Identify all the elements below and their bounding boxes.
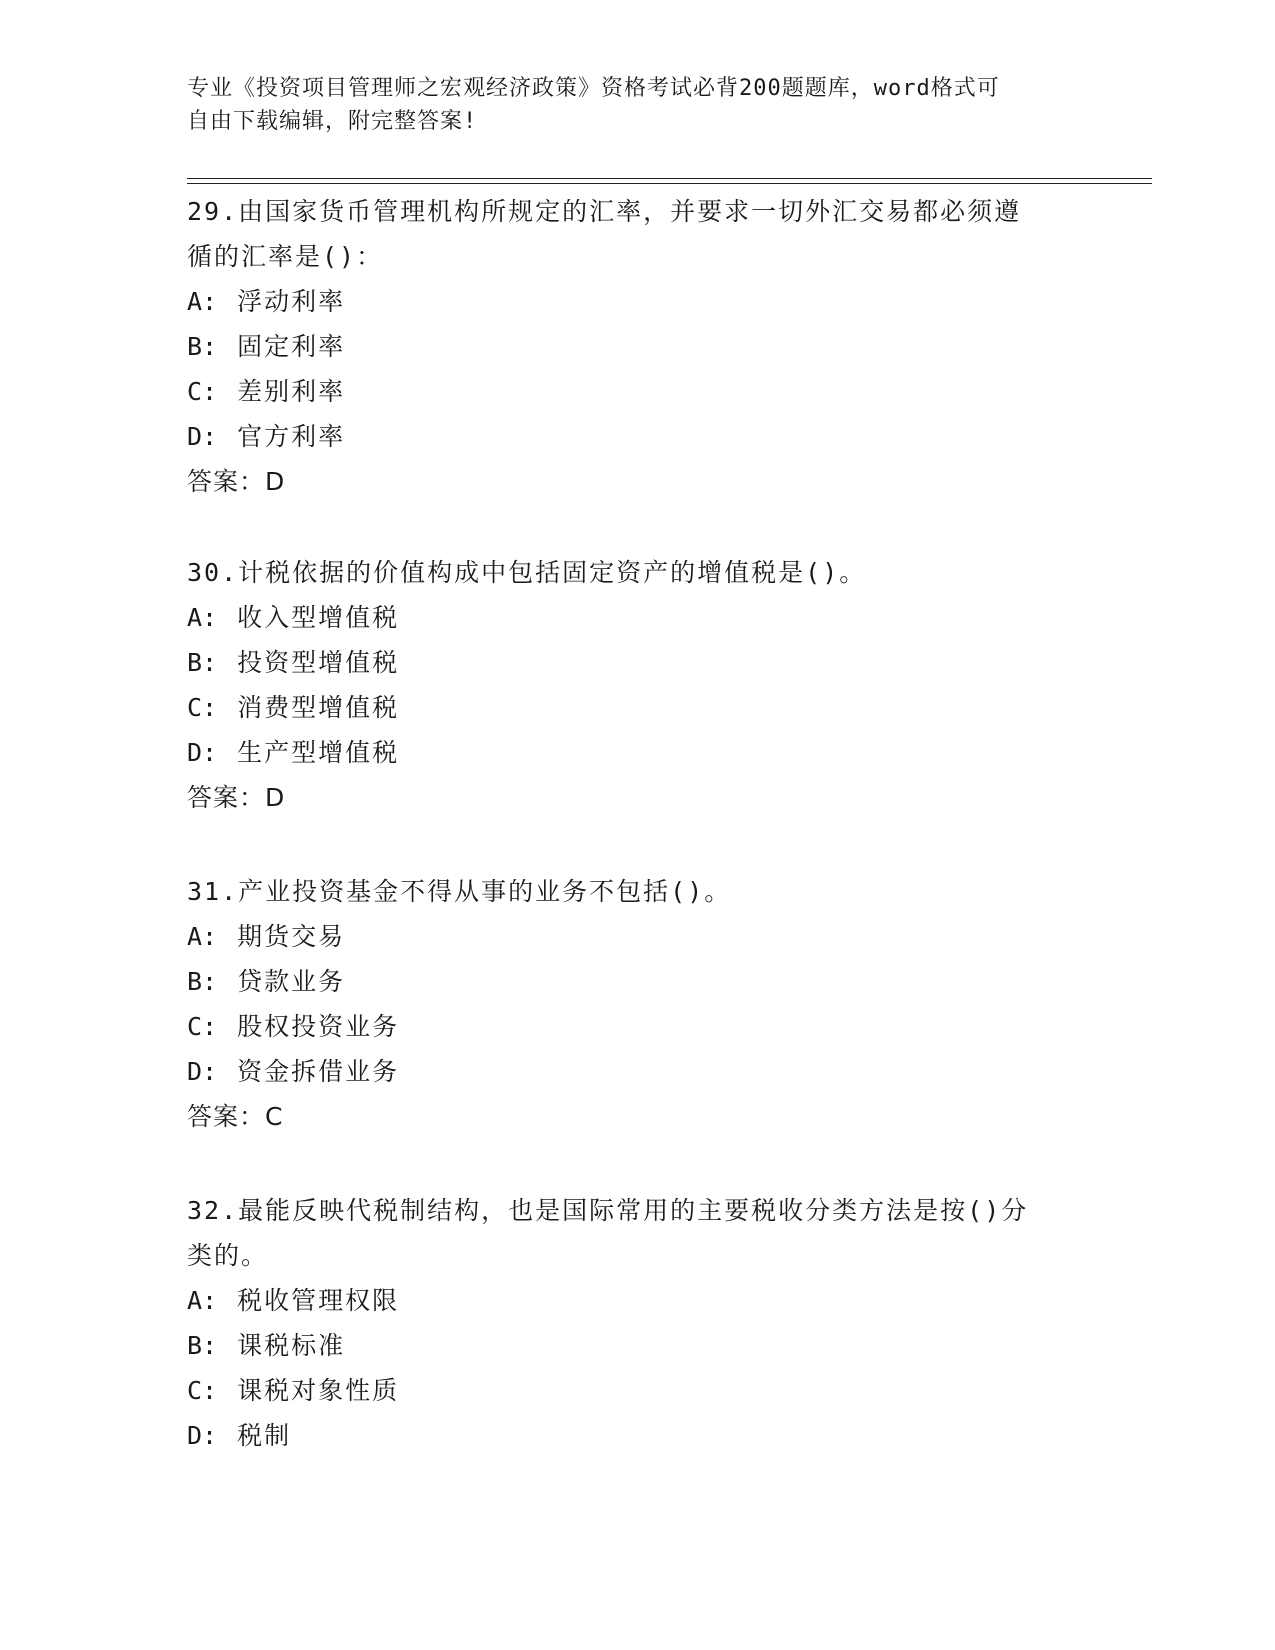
option-text: 贷款业务 xyxy=(237,967,346,996)
header-divider-top xyxy=(187,178,1152,179)
question-stem: 30.计税依据的价值构成中包括固定资产的增值税是()。 xyxy=(187,558,867,587)
option-text: 浮动利率 xyxy=(237,287,346,316)
question-32 xyxy=(187,1188,1087,1458)
question-stem: 32.最能反映代税制结构，也是国际常用的主要税收分类方法是按()分 xyxy=(187,1196,1029,1225)
option-text: 课税对象性质 xyxy=(237,1376,400,1405)
option-d xyxy=(187,1413,1087,1458)
option-text: 差别利率 xyxy=(237,377,346,406)
option-d xyxy=(187,414,1087,459)
option-letter: A: xyxy=(187,603,218,632)
option-letter: D: xyxy=(187,422,218,451)
answer-line: 答案：D xyxy=(187,467,286,496)
option-c xyxy=(187,1004,1087,1049)
option-letter: C: xyxy=(187,377,218,406)
document-header xyxy=(187,72,1067,138)
option-letter: C: xyxy=(187,1376,218,1405)
option-text: 税收管理权限 xyxy=(237,1286,400,1315)
option-text: 投资型增值税 xyxy=(237,648,400,677)
option-text: 课税标准 xyxy=(237,1331,346,1360)
option-c xyxy=(187,369,1087,414)
header-line-2: 自由下载编辑，附完整答案! xyxy=(187,109,478,134)
option-letter: A: xyxy=(187,1286,218,1315)
option-text: 税制 xyxy=(237,1421,292,1450)
option-a xyxy=(187,914,1087,959)
option-text: 资金拆借业务 xyxy=(237,1057,400,1086)
question-stem-continued: 类的。 xyxy=(187,1241,269,1270)
question-stem: 29.由国家货币管理机构所规定的汇率，并要求一切外汇交易都必须遵 xyxy=(187,197,1022,226)
option-letter: B: xyxy=(187,648,218,677)
option-c xyxy=(187,685,1087,730)
option-a xyxy=(187,279,1087,324)
option-d xyxy=(187,730,1087,775)
option-text: 期货交易 xyxy=(237,922,346,951)
option-b xyxy=(187,640,1087,685)
option-text: 股权投资业务 xyxy=(237,1012,400,1041)
question-31 xyxy=(187,869,1087,1139)
option-text: 消费型增值税 xyxy=(237,693,400,722)
option-letter: D: xyxy=(187,1421,218,1450)
option-letter: D: xyxy=(187,738,218,767)
option-text: 收入型增值税 xyxy=(237,603,400,632)
option-letter: B: xyxy=(187,967,218,996)
option-a xyxy=(187,595,1087,640)
option-letter: D: xyxy=(187,1057,218,1086)
question-29 xyxy=(187,189,1087,504)
option-letter: A: xyxy=(187,922,218,951)
answer-line: 答案：C xyxy=(187,1102,284,1131)
option-letter: C: xyxy=(187,1012,218,1041)
question-stem: 31.产业投资基金不得从事的业务不包括()。 xyxy=(187,877,732,906)
option-letter: B: xyxy=(187,332,218,361)
option-d xyxy=(187,1049,1087,1094)
option-letter: C: xyxy=(187,693,218,722)
option-text: 官方利率 xyxy=(237,422,346,451)
option-a xyxy=(187,1278,1087,1323)
answer-line: 答案：D xyxy=(187,783,286,812)
option-b xyxy=(187,324,1087,369)
option-b xyxy=(187,959,1087,1004)
option-text: 固定利率 xyxy=(237,332,346,361)
option-text: 生产型增值税 xyxy=(237,738,400,767)
option-c xyxy=(187,1368,1087,1413)
header-divider-bottom xyxy=(187,183,1152,184)
option-letter: A: xyxy=(187,287,218,316)
question-stem-continued: 循的汇率是()： xyxy=(187,242,384,271)
option-letter: B: xyxy=(187,1331,218,1360)
option-b xyxy=(187,1323,1087,1368)
header-line-1: 专业《投资项目管理师之宏观经济政策》资格考试必背200题题库，word格式可 xyxy=(187,76,1000,101)
question-30 xyxy=(187,550,1087,820)
